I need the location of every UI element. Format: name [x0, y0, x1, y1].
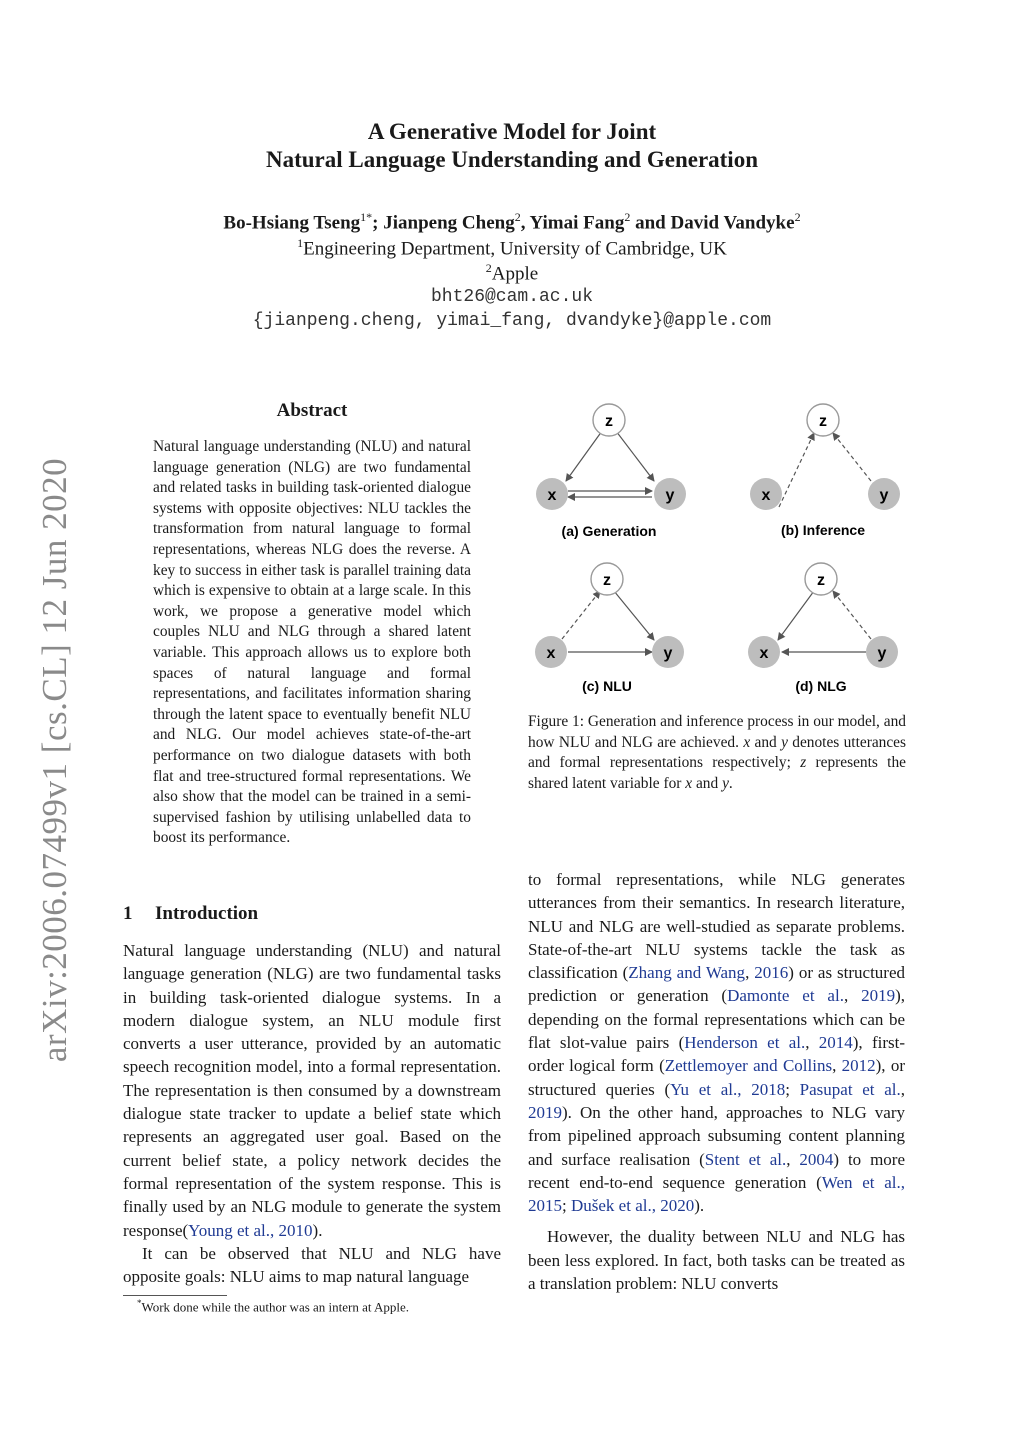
email-2: {jianpeng.cheng, yimai_fang, dvandyke}@apple.com: [252, 311, 772, 331]
node-x-label: x: [546, 645, 556, 662]
affiliation-text: Engineering Department, University of Cambridge, UK: [303, 238, 727, 260]
paragraph-text: ).: [312, 1220, 323, 1240]
intro-paragraph-2: It can be observed that NLU and NLG have opposite goals: NLU aims to map natural language: [123, 1243, 501, 1287]
author-footnote-mark: *: [366, 210, 373, 224]
intro-left-column: [123, 939, 501, 1288]
citation-young-2010[interactable]: Young et al., 2010: [188, 1220, 313, 1240]
node-x-label: x: [547, 487, 557, 504]
author-name: David Vandyke: [670, 212, 795, 234]
paragraph-text: ,: [832, 1056, 842, 1076]
paragraph-text: ,: [786, 1149, 800, 1169]
section-heading-introduction: [123, 903, 258, 925]
edge-y-to-z-dashed: [833, 591, 871, 639]
edge-x-to-z-dashed: [779, 433, 814, 507]
node-z-label: z: [819, 413, 827, 430]
node-y-label: y: [663, 645, 673, 662]
author-separator: and: [630, 212, 671, 234]
node-z-label: z: [605, 413, 613, 430]
panel-label: (b) Inference: [780, 522, 866, 538]
panel-label: (d) NLG: [795, 678, 847, 694]
citation-dusek[interactable]: Dušek et al., 2020: [570, 1196, 695, 1216]
math-x: x: [743, 733, 751, 751]
caption-text: represents the shared latent variable for: [528, 754, 906, 792]
intro-paragraph-1: [123, 939, 501, 1242]
node-x-label: x: [759, 645, 769, 662]
author-affil-sup: 2: [794, 210, 801, 224]
citation-henderson[interactable]: Henderson et al.: [684, 1033, 806, 1053]
paragraph-text: to formal representations, while NLG generates utterances from their semantics. In research literature, NLU and NLG are well-studied as separate problems. State-of-the-art NLU systems tackle the task as classification (: [528, 870, 905, 983]
figure-1-diagram: [528, 395, 906, 705]
author-name: Bo-Hsiang Tseng: [223, 212, 361, 234]
paragraph-text: ,: [843, 986, 862, 1006]
author-separator: ,: [520, 212, 530, 234]
paper-title: [0, 118, 1024, 174]
author-affil-sup: 1: [360, 210, 367, 224]
math-x: x: [685, 774, 693, 792]
citation-stent-year[interactable]: 2004: [799, 1149, 834, 1169]
panel-label: (a) Generation: [561, 523, 657, 539]
paragraph-text: ,: [900, 1079, 905, 1099]
paragraph-text: ).: [694, 1196, 705, 1216]
paragraph-text: ) to more recent end-to-end sequence generation (: [528, 1149, 905, 1192]
node-z-label: z: [603, 572, 611, 589]
panel-b-inference: [750, 404, 900, 538]
paragraph-text: Natural language understanding (NLU) and natural language generation (NLG) are two fundamental tasks in building task-oriented dialogue systems. In a modern dialogue system, an NLU module first converts a user utterance, provided by an automatic speech recognition model, into a formal representation. The representation is then consumed by a downstream dialogue state tracker to update a belief state which represents an aggregated user goal. Based on the current belief state, a policy network decides the formal representation of the system response. This is finally used by an NLG module to generate the system response(: [123, 941, 501, 1240]
math-z: z: [800, 754, 807, 772]
math-y: y: [722, 774, 729, 792]
node-y-label: y: [665, 487, 675, 504]
caption-text: and: [695, 774, 719, 792]
intro-right-column: [528, 868, 905, 1295]
author-list: [0, 210, 1024, 234]
paragraph-text: ;: [562, 1196, 571, 1216]
abstract-body: Natural language understanding (NLU) and natural language generation (NLG) are two fundamental and related tasks in building task-oriented dialogue systems with opposite objectives: NLU tackles the transformation from natural language to formal representations, whereas NLG does the reverse. A key to success in either task is parallel training data which is expensive to obtain at a large scale. In this work, we propose a generative model which couples NLU and NLG through a shared latent variable. This approach allows us to explore both spaces of natural language and formal representations, and facilitates information sharing through the latent space to eventually benefit NLU and NLG. Our model achieves state-of-the-art performance on two dialogue datasets with both flat and tree-structured formal representations. We also show that the model can be trained in a semi-supervised fashion by utilising unlabelled data to boost its performance.: [153, 438, 471, 847]
author-name: Jianpeng Cheng: [383, 212, 515, 234]
caption-text: .: [728, 774, 733, 792]
arxiv-sidebar: [35, 457, 74, 1063]
paragraph-text: ). On the other hand, approaches to NLG vary from pipelined approach subsuming content planning and surface realisation (: [528, 1102, 905, 1169]
edge-y-to-z-dashed: [833, 433, 871, 481]
caption-text: Generation and inference process in our model, and how NLU and NLG are achieved.: [528, 713, 906, 751]
citation-wen[interactable]: Wen et al., 2015: [528, 1172, 905, 1216]
footnote-mark: *: [137, 1298, 142, 1308]
citation-damonte[interactable]: Damonte et al.: [727, 986, 844, 1006]
title-line-2: Natural Language Understanding and Generation: [265, 147, 758, 172]
citation-damonte-year[interactable]: 2019: [861, 986, 896, 1006]
caption-text: and: [754, 733, 777, 751]
caption-text: denotes utterances and formal representations respectively;: [528, 733, 906, 772]
edge-z-to-y: [614, 591, 654, 640]
panel-a-generation: [536, 404, 686, 539]
node-z-label: z: [817, 572, 825, 589]
edge-z-to-x: [566, 431, 602, 481]
section-title: Introduction: [155, 903, 259, 924]
citation-zhang-wang-year[interactable]: 2016: [754, 963, 789, 983]
citation-zhang-wang[interactable]: Zhang and Wang: [628, 963, 746, 983]
paragraph-text: ), first-order logical form (: [528, 1033, 905, 1076]
footnote-text: Work done while the author was an intern at Apple.: [141, 1299, 410, 1315]
author-separator: ;: [372, 212, 384, 234]
citation-stent[interactable]: Stent et al.: [704, 1149, 787, 1169]
arxiv-id: arXiv:2006.07499v1 [cs.CL] 12 Jun 2020: [35, 457, 74, 1063]
author-name: Yimai Fang: [529, 212, 625, 234]
paragraph-text: ) or as structured prediction or generation (: [528, 963, 906, 1006]
citation-zettlemoyer[interactable]: Zettlemoyer and Collins: [664, 1056, 833, 1076]
figure-1-caption: [528, 712, 906, 794]
panel-label: (c) NLU: [582, 678, 632, 694]
intro-paragraph-3: [528, 868, 905, 1217]
citation-zettlemoyer-year[interactable]: 2012: [841, 1056, 876, 1076]
affiliation-2: [0, 261, 1024, 285]
node-y-label: y: [877, 645, 887, 662]
math-y: y: [781, 733, 788, 751]
affiliation-1: [0, 236, 1024, 260]
paragraph-text: ,: [745, 963, 755, 983]
paragraph-text: ), depending on the formal representations which can be flat slot-value pairs (: [528, 986, 905, 1053]
paragraph-text: ,: [805, 1033, 819, 1053]
title-line-1: A Generative Model for Joint: [367, 119, 657, 144]
node-x-label: x: [761, 487, 771, 504]
panel-c-nlu: [535, 563, 684, 694]
footnote: [137, 1298, 409, 1315]
affiliation-sup: 1: [297, 236, 304, 250]
panel-d-nlg: [748, 563, 898, 694]
author-affil-sup: 2: [624, 210, 631, 224]
caption-label: Figure 1:: [528, 713, 585, 730]
author-affil-sup: 2: [514, 210, 521, 224]
footnote-rule: [123, 1295, 227, 1296]
paragraph-text: ;: [785, 1079, 800, 1099]
paragraph-text: ), or structured queries (: [528, 1056, 905, 1099]
node-y-label: y: [879, 487, 889, 504]
intro-paragraph-4: However, the duality between NLU and NLG has been less explored. In fact, both tasks can be treated as a translation problem: NLU converts: [528, 1227, 905, 1294]
email-1: bht26@cam.ac.uk: [430, 287, 594, 307]
affiliation-sup: 2: [485, 261, 492, 275]
abstract-heading: Abstract: [276, 400, 348, 421]
citation-yu[interactable]: Yu et al., 2018: [670, 1079, 786, 1099]
citation-pasupat[interactable]: Pasupat et al.: [799, 1079, 901, 1099]
edge-z-to-y: [616, 431, 654, 481]
edge-z-to-x: [778, 591, 814, 640]
edge-x-to-z-dashed: [562, 591, 600, 639]
section-number: 1: [123, 903, 133, 924]
citation-henderson-year[interactable]: 2014: [818, 1033, 853, 1053]
affiliation-text: Apple: [491, 263, 539, 285]
citation-pasupat-year[interactable]: 2019: [528, 1102, 562, 1122]
